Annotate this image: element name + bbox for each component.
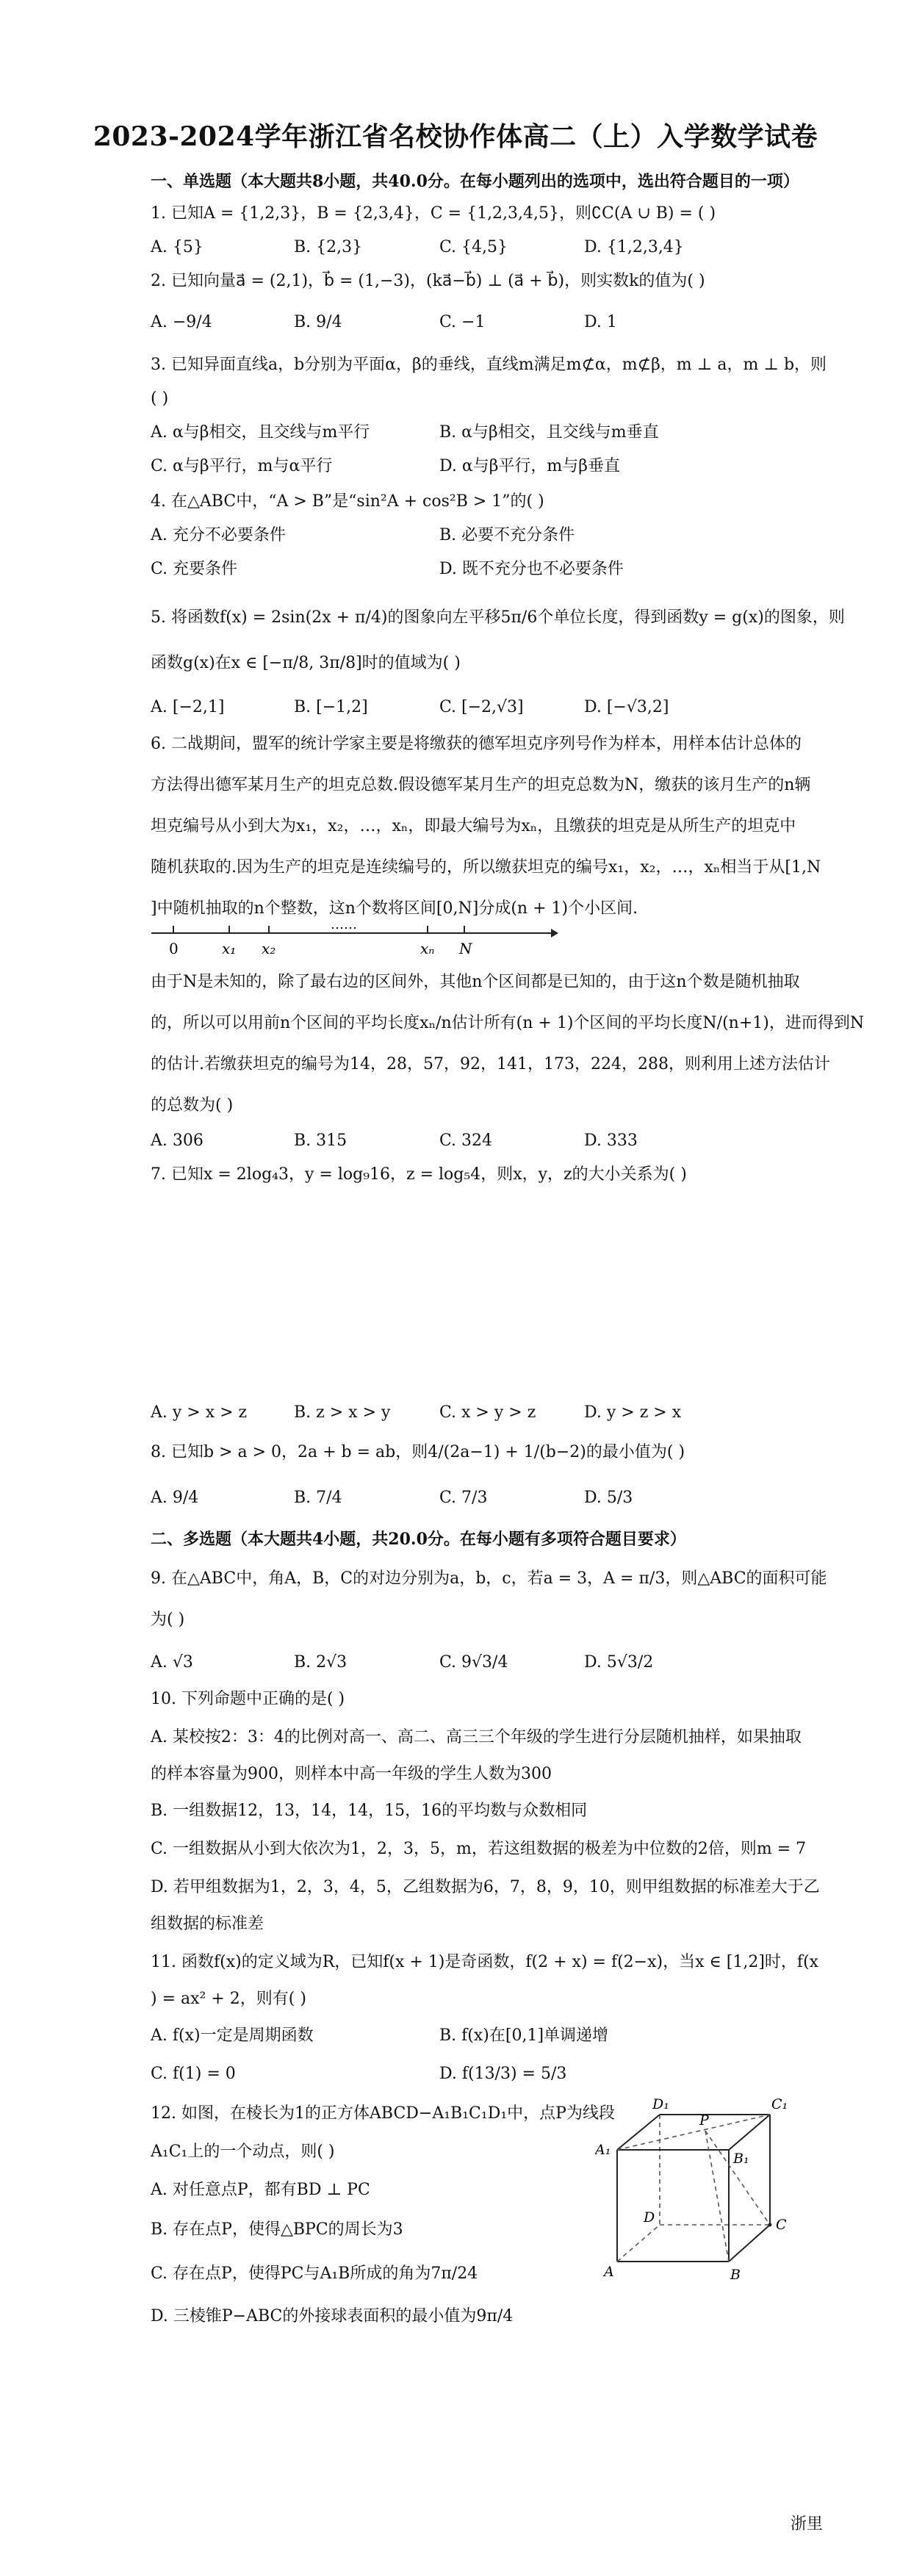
cube-label-D1: D₁ [652,2096,669,2112]
axis-label-xn: xₙ [420,940,435,957]
question-6-line-1: 6. 二战期间，盟军的统计学家主要是将缴获的德军坦克序列号作为样本，用样本估计总体的 [151,735,802,753]
question-5-cont: 函数g(x)在x ∈ [−π/8, 3π/8]时的值域为( ) [151,654,461,672]
q7-option-d[interactable]: D. y > z > x [584,1403,682,1422]
q8-option-c[interactable]: C. 7/3 [439,1489,488,1507]
question-5: 5. 将函数f(x) = 2sin(2x + π/4)的图象向左平移5π/6个单位长度，得到函数y = g(x)的图象，则 [151,608,845,627]
q2-option-a[interactable]: A. −9/4 [151,313,212,331]
q4-option-a[interactable]: A. 充分不必要条件 [151,526,286,544]
question-6-line-3: 坦克编号从小到大为x₁，x₂，…，xₙ，即最大编号为xₙ，且缴获的坦克是从所生产的坦克中 [151,817,796,835]
q5-option-b[interactable]: B. [−1,2] [294,698,368,716]
q10-option-c[interactable]: C. 一组数据从小到大依次为1，2，3，5，m，若这组数据的极差为中位数的2倍，则m = 7 [151,1840,807,1858]
q9-option-b[interactable]: B. 2√3 [294,1653,348,1672]
question-10: 10. 下列命题中正确的是( ) [151,1690,345,1708]
axis-label-x2: x₂ [262,940,276,957]
q7-option-b[interactable]: B. z > x > y [294,1403,391,1422]
question-12: 12. 如图，在棱长为1的正方体ABCD−A₁B₁C₁D₁中，点P为线段 [151,2104,615,2123]
q3-option-d[interactable]: D. α与β平行，m与β垂直 [439,457,620,475]
q1-option-d[interactable]: D. {1,2,3,4} [584,238,684,256]
axis-label-x1: x₁ [222,940,237,957]
q9-option-c[interactable]: C. 9√3/4 [439,1653,508,1672]
question-6-line-5: ]中随机抽取的n个整数，这n个数将区间[0,N]分成(n + 1)个小区间. [151,899,638,918]
question-11: 11. 函数f(x)的定义域为R，已知f(x + 1)是奇函数，f(2 + x) = f(2−x)，当x ∈ [1,2]时，f(x [151,1953,819,1971]
q2-option-c[interactable]: C. −1 [439,313,486,331]
q10-option-a-cont: 的样本容量为900，则样本中高一年级的学生人数为300 [151,1765,552,1783]
q4-option-b[interactable]: B. 必要不充分条件 [439,526,575,544]
question-8: 8. 已知b > a > 0，2a + b = ab，则4/(2a−1) + 1/(b−2)的最小值为( ) [151,1443,685,1461]
axis-label-0: 0 [169,940,179,957]
question-3-cont: ( ) [151,389,169,408]
axis-label-dots: …… [331,917,357,932]
q5-option-d[interactable]: D. [−√3,2] [584,698,669,716]
q2-option-b[interactable]: B. 9/4 [294,313,342,331]
cube-label-A: A [604,2264,614,2280]
q3-option-b[interactable]: B. α与β相交，且交线与m垂直 [439,423,659,442]
q6-option-a[interactable]: A. 306 [151,1132,204,1150]
q8-option-d[interactable]: D. 5/3 [584,1489,633,1507]
question-11-cont: ) = ax² + 2，则有( ) [151,1990,306,2008]
question-6-line-7: 的，所以可以用前n个区间的平均长度xₙ/n估计所有(n + 1)个区间的平均长度N/(n+1)，进而得到N [151,1014,865,1032]
page-title: 2023-2024学年浙江省名校协作体高二（上）入学数学试卷 [93,121,818,152]
q12-option-c[interactable]: C. 存在点P，使得PC与A₁B所成的角为7π/24 [151,2264,478,2283]
q5-option-c[interactable]: C. [−2,√3] [439,698,524,716]
cube-label-C: C [776,2217,787,2233]
cube-label-A1: A₁ [595,2142,611,2158]
question-6-line-4: 随机获取的.因为生产的坦克是连续编号的，所以缴获坦克的编号x₁，x₂，…，xₙ相当于从[1,N [151,858,821,877]
number-line-diagram [147,915,558,967]
q9-option-a[interactable]: A. √3 [151,1653,193,1672]
question-1: 1. 已知A = {1,2,3}，B = {2,3,4}，C = {1,2,3,4,5}，则∁C(A ∪ B) = ( ) [151,204,716,223]
q10-option-a[interactable]: A. 某校按2：3：4的比例对高一、高二、高三三个年级的学生进行分层随机抽样，如果抽取 [151,1728,802,1746]
question-3: 3. 已知异面直线a，b分别为平面α，β的垂线，直线m满足m⊄α，m⊄β，m ⊥ a，m ⊥ b，则 [151,356,827,374]
q12-option-d[interactable]: D. 三棱锥P−ABC的外接球表面积的最小值为9π/4 [151,2307,514,2325]
q11-option-b[interactable]: B. f(x)在[0,1]单调递增 [439,2026,609,2045]
question-6-line-6: 由于N是未知的，除了最右边的区间外，其他n个区间都是已知的，由于这n个数是随机抽取 [151,973,800,991]
question-7: 7. 已知x = 2log₄3，y = log₉16，z = log₅4，则x，y，z的大小关系为( ) [151,1165,687,1184]
q6-option-d[interactable]: D. 333 [584,1132,638,1150]
axis-label-N: N [459,940,472,957]
cube-diagram [595,2094,808,2292]
question-4: 4. 在△ABC中，“A > B”是“sin²A + cos²B > 1”的( ) [151,492,544,511]
cube-label-B: B [730,2267,741,2283]
q4-option-c[interactable]: C. 充要条件 [151,560,238,578]
question-9-cont: 为( ) [151,1611,185,1629]
q7-option-c[interactable]: C. x > y > z [439,1403,536,1422]
q3-option-c[interactable]: C. α与β平行，m与α平行 [151,457,333,475]
q3-option-a[interactable]: A. α与β相交，且交线与m平行 [151,423,370,442]
q11-option-a[interactable]: A. f(x)一定是周期函数 [151,2026,314,2045]
q8-option-a[interactable]: A. 9/4 [151,1489,199,1507]
q11-option-c[interactable]: C. f(1) = 0 [151,2065,236,2083]
q9-option-d[interactable]: D. 5√3/2 [584,1653,654,1672]
q5-option-a[interactable]: A. [−2,1] [151,698,225,716]
question-9: 9. 在△ABC中，角A，B，C的对边分别为a，b，c，若a = 3，A = π/3，则△ABC的面积可能 [151,1569,827,1588]
question-6-line-8: 的估计.若缴获坦克的编号为14，28，57，92，141，173，224，288，则利用上述方法估计 [151,1055,830,1073]
cube-label-B1: B₁ [733,2151,749,2167]
q1-option-b[interactable]: B. {2,3} [294,238,363,256]
q10-option-d[interactable]: D. 若甲组数据为1，2，3，4，5，乙组数据为6，7，8，9，10，则甲组数据的标准差大于乙 [151,1878,820,1896]
q4-option-d[interactable]: D. 既不充分也不必要条件 [439,560,624,578]
cube-label-P: P [699,2112,709,2129]
cube-label-D: D [644,2209,655,2226]
q12-option-b[interactable]: B. 存在点P，使得△BPC的周长为3 [151,2220,403,2239]
question-12-cont: A₁C₁上的一个动点，则( ) [151,2143,335,2161]
question-2: 2. 已知向量a⃗ = (2,1)，b⃗ = (1,−3)，(ka⃗−b⃗) ⊥ (a⃗ + b⃗)，则实数k的值为( ) [151,272,705,290]
question-6-line-9: 的总数为( ) [151,1096,234,1115]
q10-option-d-cont: 组数据的标准差 [151,1915,264,1933]
page-footer: 浙里 [790,2515,823,2533]
q6-option-c[interactable]: C. 324 [439,1132,493,1150]
q11-option-d[interactable]: D. f(13/3) = 5/3 [439,2065,567,2083]
section-single-choice: 一、单选题（本大题共8小题，共40.0分。在每小题列出的选项中，选出符合题目的一项） [151,172,799,191]
q8-option-b[interactable]: B. 7/4 [294,1489,342,1507]
q1-option-a[interactable]: A. {5} [151,238,204,256]
q10-option-b[interactable]: B. 一组数据12，13，14，14，15，16的平均数与众数相同 [151,1802,588,1820]
q6-option-b[interactable]: B. 315 [294,1132,348,1150]
q1-option-c[interactable]: C. {4,5} [439,238,508,256]
q2-option-d[interactable]: D. 1 [584,313,617,331]
cube-label-C1: C₁ [771,2096,788,2112]
section-multiple-choice: 二、多选题（本大题共4小题，共20.0分。在每小题有多项符合题目要求） [151,1530,686,1549]
q7-option-a[interactable]: A. y > x > z [151,1403,248,1422]
q12-option-a[interactable]: A. 对任意点P，都有BD ⊥ PC [151,2181,370,2199]
question-6-line-2: 方法得出德军某月生产的坦克总数.假设德军某月生产的坦克总数为N，缴获的该月生产的n辆 [151,776,811,794]
